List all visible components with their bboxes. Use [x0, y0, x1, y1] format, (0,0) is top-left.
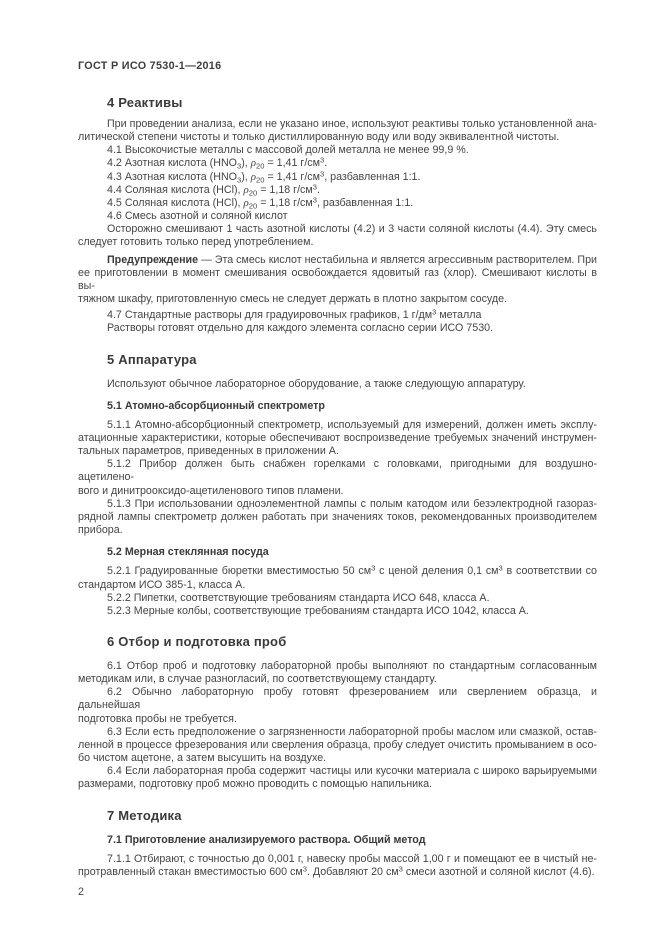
text-line: бо чистом ацетоне, а затем высушить на воздухе.: [78, 752, 327, 765]
text-line: ленной в процессе фрезерования или сверления образца, пробу следует очистить промыванием в осо-: [78, 738, 597, 751]
paragraph: [78, 686, 597, 725]
text-line: рядной лампы спектрометр должен работать при значениях токов, рекомендованных производителем: [78, 510, 597, 523]
subscript-text: 20: [256, 175, 265, 185]
paragraph: [78, 853, 597, 879]
text-line: Используют обычное лабораторное оборудование, а также следующую аппаратуру.: [107, 377, 526, 390]
text-line: тяжном шкафу, приготовленную смесь не следует держать в плотно закрытом сосуде.: [78, 293, 508, 306]
section: [78, 352, 597, 619]
text-line: 5.1.2 Прибор должен быть снабжен горелками с головками, пригодными для воздушно-ацетилено-: [78, 458, 597, 484]
text-line: подготовка пробы не требуется.: [78, 712, 237, 725]
document-header: ГОСТ Р ИСО 7530-1—2016: [78, 60, 222, 72]
page-content: [78, 0, 597, 899]
superscript-text: 3: [319, 155, 325, 165]
paragraph: [78, 605, 597, 618]
paragraph: [78, 210, 597, 223]
text-line: размерами, подготовку проб можно проводить с помощью напильника.: [78, 778, 432, 791]
warning-paragraph: [78, 254, 597, 307]
text-line: литической степени чистоты и только дистиллированную воду или воду эквивалентной чистоты.: [78, 131, 560, 144]
superscript-text: 3: [319, 169, 325, 179]
superscript-text: 3: [398, 864, 403, 874]
text-line: 4.7 Стандартные растворы для градуировочных графиков, 1 $г/дм^3$ металла: [107, 307, 482, 322]
text-line: ее приготовлении в момент смешивания освобождается ядовитый газ (хлор). Смешивают кислоты в вы-: [78, 266, 597, 292]
paragraph: [78, 118, 597, 144]
subscript-text: 20: [256, 161, 265, 171]
text-line: 4.1 Высокочистые металлы с массовой долей металла не менее 99,9 %.: [107, 144, 469, 157]
section: [78, 808, 597, 879]
text-line: следует готовить только перед употреблением.: [78, 236, 314, 249]
text-line: 5.2.1 Градуированные бюретки вместимостью 50 $см^3$ с ценой деления 0,1 $см^3$ в соответствии со: [107, 563, 597, 578]
subscript-text: 20: [248, 201, 258, 211]
subscript-text: 3: [237, 161, 242, 171]
text-line: 5.2.2 Пипетки, соответствующие требованиям стандарта ИСО 648, класса А.: [107, 591, 490, 604]
text-line: атационные характеристики, которые обеспечивают воспроизведение требуемых значений инструмен-: [78, 431, 597, 444]
text-line: Предупреждение — Эта смесь кислот нестабильна и является агрессивным растворителем. При: [107, 253, 597, 266]
rho-symbol: ρ: [243, 183, 249, 196]
text-line: протравленный стакан вместимостью 600 $см^3$. Добавляют 20 $см^3$ смеси азотной и соляной кислот (4.6).: [78, 864, 595, 878]
paragraph: [78, 592, 597, 605]
bold-lead: Предупреждение: [107, 253, 199, 266]
superscript-text: 3: [312, 195, 317, 205]
text-line: 6.4 Если лабораторная проба содержит частицы или кусочки материала с широко варьируемыми: [107, 765, 597, 778]
superscript-text: 3: [432, 307, 437, 317]
text-line: 6.3 Если есть предположение о загрязненности лабораторной пробы маслом или смазкой, остав-: [107, 725, 597, 738]
paragraph: [78, 197, 597, 210]
text-line: 7.1.1 Отбирают, с точностью до 0,001 г, навеску пробы массой 1,00 г и помещают ее в чистый не-: [107, 852, 597, 865]
subsection-heading: 7.1 Приготовление анализируемого раствора. Общий метод: [107, 833, 426, 846]
text-line: При проведении анализа, если не указано иное, используют реактивы только установленной ана-: [107, 118, 597, 130]
paragraph: [78, 498, 597, 537]
section: [78, 634, 597, 792]
subscript-text: 3: [237, 175, 242, 185]
paragraph: [78, 322, 597, 335]
text-line: 6.1 Отбор проб и подготовку лабораторной пробы выполняют по стандартным согласованным: [107, 660, 597, 672]
subscript-text: 20: [248, 188, 258, 198]
text-line: 4.2 Азотная кислота $(HNO_3)$, $\rho_{20} = 1,41$ $г/см^3$.: [107, 155, 328, 171]
paragraph: [78, 565, 597, 591]
section-heading: 7 Методика: [107, 807, 182, 823]
text-line: 5.1.3 При использовании одноэлементной лампы с полым катодом или безэлектродной газораз-: [107, 497, 597, 510]
text-line: Растворы готовят отдельно для каждого элемента согласно серии ИСО 7530.: [107, 322, 494, 335]
text-line: тальных параметров, приведенных в приложении А.: [78, 445, 339, 458]
paragraph: [78, 171, 597, 184]
text-line: 4.5 Соляная кислота (HCl), $\rho_{20} = 1,18$ $г/см^3$, разбавленная 1:1.: [107, 195, 414, 211]
section-heading: 6 Отбор и подготовка проб: [107, 634, 287, 649]
rho-symbol: ρ: [243, 196, 249, 209]
text-line: стандартом ИСО 385-1, класса А.: [78, 578, 246, 591]
paragraph: [78, 378, 597, 391]
section-heading: 5 Аппаратура: [107, 351, 197, 367]
rho-symbol: ρ: [250, 157, 257, 170]
superscript-text: 3: [498, 563, 503, 573]
paragraph: [78, 765, 597, 791]
paragraph: [78, 660, 597, 686]
paragraph: [78, 309, 597, 322]
paragraph: [78, 419, 597, 458]
text-line: вого и динитрооксидо-ацетиленового типов пламени.: [78, 484, 344, 497]
text-line: 5.2.3 Мерные колбы, соответствующие требованиям стандарта ИСО 1042, класса А.: [107, 604, 529, 617]
text-line: 4.3 Азотная кислота $(HNO_3)$, $\rho_{20} = 1,41$ $г/см^3$, разбавленная 1:1.: [107, 169, 421, 185]
paragraph: [78, 458, 597, 497]
paragraph: [78, 184, 597, 197]
text-line: методикам или, в случае разногласий, по соответствующему стандарту.: [78, 673, 437, 686]
paragraph: [78, 157, 597, 170]
document-body: [78, 95, 597, 879]
text-line: 6.2 Обычно лабораторную пробу готовят фрезерованием или сверлением образца, и дальнейшая: [78, 686, 597, 712]
section: [78, 95, 597, 336]
text-line: 5.1.1 Атомно-абсорбционный спектрометр, используемый для измерений, должен иметь эксплу-: [107, 418, 597, 431]
page-number: 2: [78, 886, 84, 899]
superscript-text: 3: [312, 182, 317, 192]
superscript-text: 3: [371, 563, 376, 573]
text-line: Осторожно смешивают 1 часть азотной кислоты (4.2) и 3 части соляной кислоты (4.4). Эту смесь: [107, 223, 597, 236]
superscript-text: 3: [302, 864, 307, 874]
paragraph: [78, 144, 597, 157]
subsection-heading: 5.1 Атомно-абсорбционный спектрометр: [107, 399, 325, 412]
rho-symbol: ρ: [250, 170, 257, 183]
subsection-heading: 5.2 Мерная стеклянная посуда: [107, 546, 269, 559]
text-line: 4.4 Соляная кислота (HCl), $\rho_{20} = 1,18$ $г/см^3$.: [107, 182, 320, 198]
text-line: 4.6 Смесь азотной и соляной кислот: [107, 210, 288, 223]
paragraph: [78, 223, 597, 249]
paragraph: [78, 726, 597, 765]
text-line: прибора.: [78, 524, 123, 537]
section-heading: 4 Реактивы: [107, 95, 183, 110]
